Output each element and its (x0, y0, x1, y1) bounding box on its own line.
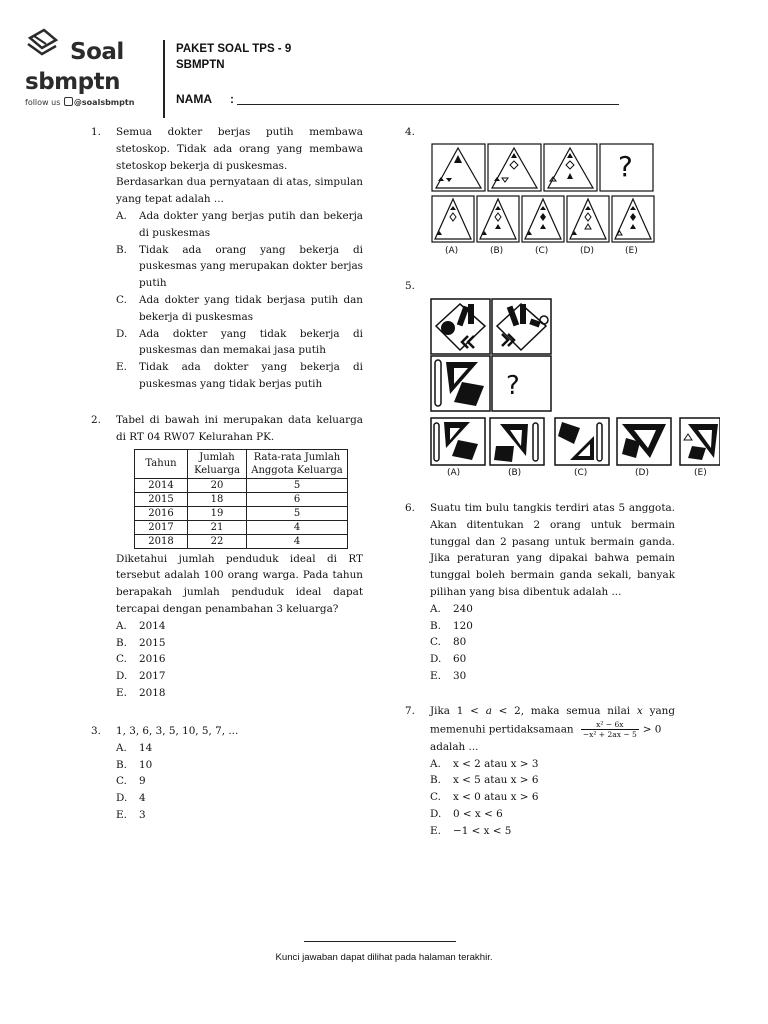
option-d: D. 4 (116, 792, 146, 805)
social-handle: @soalsbmptn (73, 98, 135, 107)
option-b: B. x < 5 atau x > 6 (430, 774, 539, 787)
option-a: A. 240 (430, 602, 473, 615)
table-row: 2015 18 6 (135, 492, 348, 506)
instagram-icon (64, 97, 73, 106)
option-a: A. 14 (116, 741, 153, 754)
option-d: D. 2017 (116, 670, 166, 683)
triangle-pattern-figure (430, 143, 660, 243)
option-b: B. Tidak ada orang yang bekerja di puskesmas yang merupakan dokter berjas putih (116, 243, 363, 290)
table-row: 2016 19 5 (135, 506, 348, 520)
q5-label-d: (D) (635, 468, 649, 478)
q5-label-b: (B) (508, 468, 522, 478)
question-text: Suatu tim bulu tangkis terdiri atas 5 anggota. Akan ditentukan 2 orang untuk bermain tunggal dan 2 pasang untuk bermain ganda. Jika peraturan yang dipakai bahwa pemain tunggal boleh bermain ganda sekali, banyak pilihan yang bisa dibentuk adalah ... (430, 502, 675, 598)
table-row: 2014 20 5 (135, 478, 348, 492)
option-e: E. 3 (116, 808, 146, 821)
option-c: C. Ada dokter yang tidak berjasa putih dan bekerja di puskesmas (116, 293, 363, 323)
option-b: B. 120 (430, 619, 473, 632)
question-number: 5. (405, 280, 415, 292)
q5-label-a: (A) (447, 468, 461, 478)
option-d: D. Ada dokter yang tidak bekerja di puskesmas dan memakai jasa putih (116, 327, 363, 357)
question-prompt: Diketahui jumlah penduduk ideal di RT tersebut adalah 100 orang warga. Pada tahun berapakah jumlah penduduk ideal dapat tercapai dengan penambahan 3 keluarga? (116, 552, 363, 615)
table-row: 2018 22 4 (135, 534, 348, 548)
question-number: 4. (405, 126, 415, 138)
name-colon: : (230, 92, 234, 106)
question-2 (91, 412, 363, 702)
option-c: C. 80 (430, 636, 467, 649)
question-text: Tabel di bawah ini merupakan data keluarga di RT 04 RW07 Kelurahan PK. (116, 414, 363, 443)
figure-pattern-q4 (430, 143, 660, 256)
option-d: D. 0 < x < 6 (430, 807, 503, 820)
option-e: E. 30 (430, 669, 467, 682)
option-a: A. 2014 (116, 619, 166, 632)
question-3 (91, 723, 363, 824)
logo-follow-text (25, 97, 134, 107)
q4-label-c: (C) (535, 246, 549, 256)
inequality-fraction: $\frac{\text{x² − 6x}}{\text{−x² + 2ax − 5}}$ (582, 719, 637, 739)
option-d: D. 60 (430, 653, 467, 666)
page-subtitle: SBMPTN (176, 59, 225, 71)
table-row: 2017 21 4 (135, 520, 348, 534)
logo-sbmptn-text: sbmptn (25, 69, 120, 95)
option-a: A. Ada dokter yang berjas putih dan bekerja di puskesmas (116, 209, 363, 239)
header-divider (163, 40, 165, 118)
question-number: 3. (91, 725, 101, 737)
q4-label-e: (E) (625, 246, 638, 256)
option-e: E. −1 < x < 5 (430, 824, 512, 837)
option-c: C. 2016 (116, 653, 166, 666)
q4-label-b: (B) (490, 246, 504, 256)
footer-note: Kunci jawaban dapat dilihat pada halaman terakhir. (275, 952, 493, 963)
option-b: B. 2015 (116, 636, 166, 649)
footer-divider (304, 941, 456, 942)
question-1 (91, 124, 363, 393)
svg-text:?: ? (618, 150, 633, 183)
q4-label-a: (A) (445, 246, 459, 256)
name-label: NAMA (176, 92, 212, 106)
shape-pattern-figure (430, 298, 720, 470)
question-7 (405, 703, 675, 840)
q4-label-d: (D) (580, 246, 594, 256)
page-title: PAKET SOAL TPS - 9 (176, 43, 292, 55)
question-prompt: adalah ... (430, 740, 479, 753)
logo-soal-text: Soal (70, 39, 124, 65)
question-6 (405, 500, 675, 685)
option-b: B. 10 (116, 758, 153, 771)
follow-label: follow us (25, 98, 61, 107)
question-text: 1, 3, 6, 3, 5, 10, 5, 7, ... (116, 725, 239, 737)
question-number: 7. (405, 705, 415, 717)
table-header-row (135, 449, 348, 478)
option-a: A. x < 2 atau x > 3 (430, 757, 539, 770)
col-header-year: Tahun (135, 449, 188, 478)
q5-label-c: (C) (574, 468, 588, 478)
q5-label-e: (E) (694, 468, 707, 478)
brand-logo (24, 28, 152, 110)
col-header-avg-members: Rata-rata Jumlah Anggota Keluarga (247, 449, 348, 478)
question-text: Semua dokter berjas putih membawa stetoskop. Tidak ada orang yang membawa stetoskop bekerja di puskesmas. (116, 126, 363, 172)
question-number: 2. (91, 414, 101, 426)
figure-pattern-q5 (430, 298, 720, 478)
svg-text:?: ? (506, 371, 520, 401)
question-number: 1. (91, 126, 101, 138)
option-c: C. x < 0 atau x > 6 (430, 791, 539, 804)
question-number: 6. (405, 502, 415, 514)
book-logo-icon (26, 28, 70, 62)
option-e: E. Tidak ada dokter yang bekerja di puskesmas yang tidak berjas putih (116, 361, 363, 390)
option-e: E. 2018 (116, 686, 166, 699)
question-text: Jika 1 < a < 2, maka semua nilai x yang memenuhi pertidaksamaan $\frac{\text{x² − 6x}}{\text{−x² + 2ax − 5}}$ > 0 (430, 705, 675, 739)
family-data-table (134, 449, 348, 549)
col-header-families: Jumlah Keluarga (188, 449, 247, 478)
question-prompt: Berdasarkan dua pernyataan di atas, simpulan yang tepat adalah ... (116, 176, 363, 206)
name-field-line (237, 104, 619, 105)
option-c: C. 9 (116, 775, 146, 788)
